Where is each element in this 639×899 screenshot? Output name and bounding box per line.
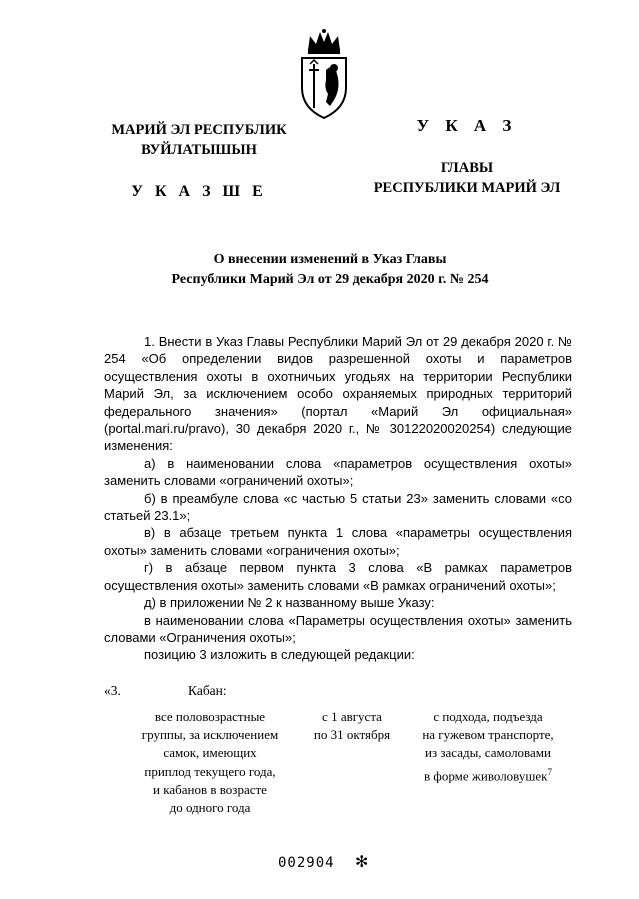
header-right — [362, 116, 572, 198]
header-right-line: ГЛАВЫ — [440, 160, 494, 176]
table-position-number: «3. — [104, 683, 121, 698]
header-left — [104, 120, 294, 202]
table-cell-line — [402, 763, 574, 786]
header-left-line: МАРИЙ ЭЛ РЕСПУБЛИК — [111, 122, 287, 138]
document-title — [100, 250, 560, 290]
title-line: О внесении изменений в Указ Главы — [213, 252, 447, 267]
title-line: Республики Марий Эл от 29 декабря 2020 г. № 254 — [171, 272, 489, 287]
header-left-line: ВУЙЛАТЫШЫН — [141, 142, 257, 158]
body-paragraph: в) в абзаце третьем пункта 1 слова «параметры осуществления охоты» заменить словами «ограничения охоты»; — [104, 525, 572, 558]
body-paragraph: а) в наименовании слова «параметров осуществления охоты» заменить словами «ограничений охоты»; — [104, 455, 572, 489]
footnote-marker: 7 — [547, 766, 552, 777]
table-cell-line: до одного года — [169, 800, 251, 816]
body-paragraph: позицию 3 изложить в следующей редакции: — [144, 647, 415, 663]
table-cell-line: и кабанов в возрасте — [153, 781, 267, 797]
body-paragraph: д) в приложении № 2 к названному выше Указу: — [144, 595, 435, 611]
document-body — [104, 333, 572, 664]
table-cell-line: по 31 октября — [313, 727, 391, 743]
table-cell-groups — [120, 708, 300, 817]
header-right-doc-type: У К А З — [416, 116, 518, 135]
body-paragraph: в наименовании слова «Параметры осуществления охоты» заменить словами «Ограничения охоты»; — [104, 612, 572, 645]
table-cell-period — [302, 708, 402, 744]
table-cell-line: на гужевом транспорте, — [422, 727, 554, 743]
coat-of-arms-icon — [296, 28, 352, 120]
body-paragraph: 1. Внести в Указ Главы Республики Марий Эл от 29 декабря 2020 г. № 254 «Об определении видов разрешенной охоты и параметров осуществления охоты в охотничьих угодьях на территории Республики Марий Эл, за исключением особо охраняемых природных территорий федерального значения» (портал «Марий Эл официальная» (portal.mari.ru/pravo), 30 декабря 2020 г., № 30122020020254) следующие изменения: — [104, 334, 572, 454]
body-paragraph: г) в абзаце первом пункта 3 слова «В рамках параметров осуществления охоты» заменить словами «В рамках ограничений охоты»; — [104, 560, 572, 593]
table-cell-line: все половозрастные — [154, 709, 266, 724]
table-cell-line: с подхода, подъезда — [433, 709, 543, 724]
table-cell-methods — [402, 708, 574, 785]
snowflake-mark-icon: ✻ — [355, 852, 369, 871]
table-cell-line: приплод текущего года, — [144, 763, 276, 779]
header-right-line: РЕСПУБЛИКИ МАРИЙ ЭЛ — [373, 180, 561, 196]
table-cell-line: самок, имеющих — [163, 745, 257, 761]
header-left-doc-type: У К А З Ш Е — [131, 183, 267, 200]
table-cell-line: группы, за исключением — [141, 727, 279, 743]
table-cell-line: из засады, самоловами — [425, 745, 551, 761]
serial-number: 002904 — [278, 855, 335, 871]
table-cell-line: с 1 августа — [322, 709, 382, 724]
body-paragraph: б) в преамбуле слова «с частью 5 статьи 23» заменить словами «со статьей 23.1»; — [104, 490, 572, 524]
table-cell-text: в форме живоловушек — [424, 767, 548, 783]
table-animal-name: Кабан: — [188, 683, 227, 698]
